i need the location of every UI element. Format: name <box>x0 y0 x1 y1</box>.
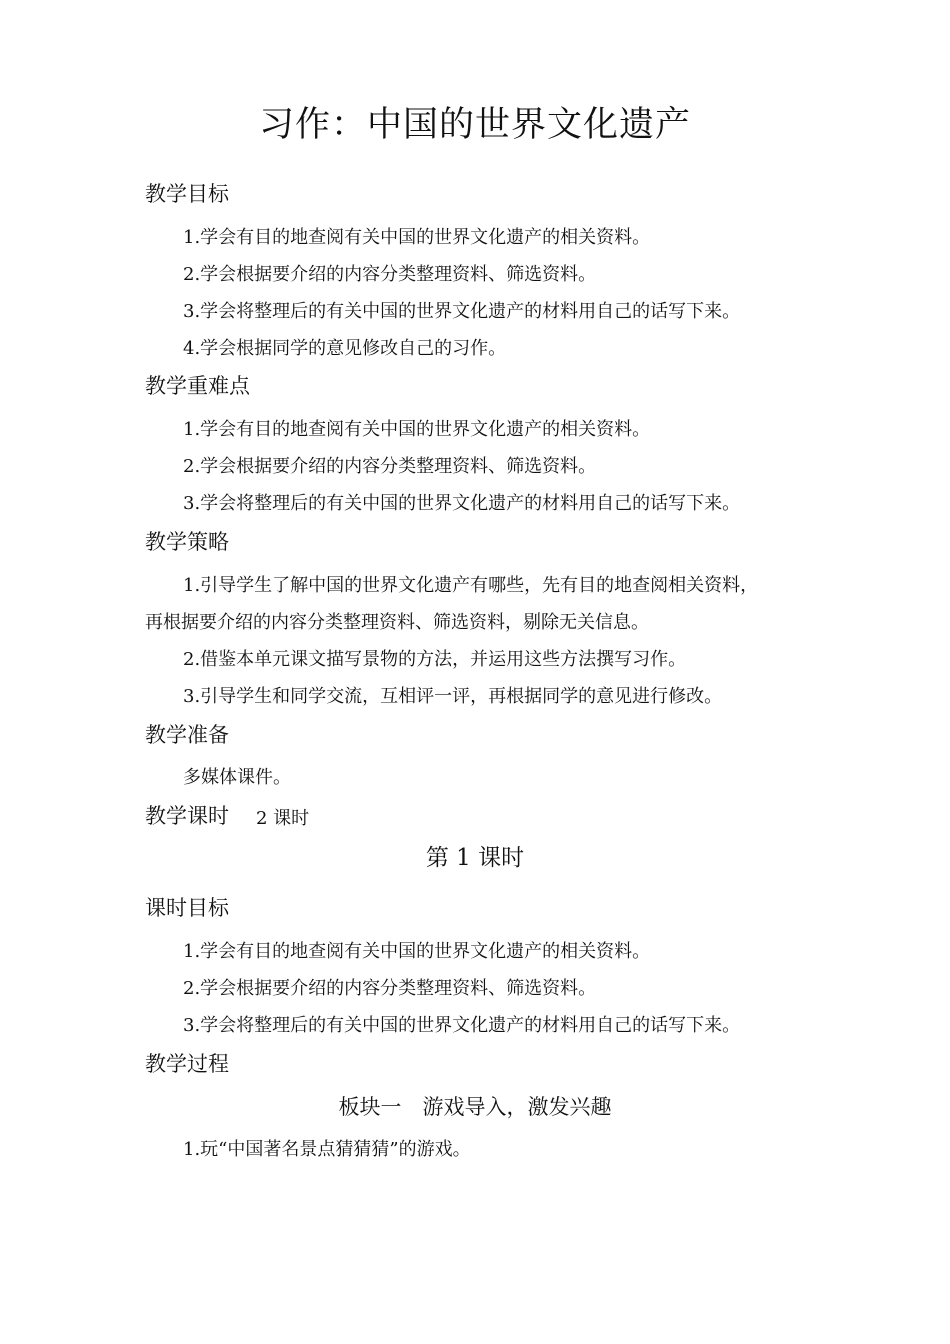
lesson-goal-item: 3.学会将整理后的有关中国的世界文化遗产的材料用自己的话写下来。 <box>183 1015 741 1036</box>
strategy-item: 2.借鉴本单元课文描写景物的方法，并运用这些方法撰写习作。 <box>183 649 687 670</box>
teaching-goal-item: 4.学会根据同学的意见修改自己的习作。 <box>183 338 507 359</box>
class-hours-value: 2 课时 <box>256 808 310 829</box>
preparation-text: 多媒体课件。 <box>183 767 291 788</box>
class-hours-heading: 教学课时 <box>145 804 229 828</box>
process-step: 1.玩“中国著名景点猜猜猜”的游戏。 <box>183 1139 471 1160</box>
block-title: 板块一 游戏导入，激发兴趣 <box>338 1095 612 1119</box>
strategy-item-line: 再根据要介绍的内容分类整理资料、筛选资料，剔除无关信息。 <box>145 612 649 633</box>
teaching-goal-item: 3.学会将整理后的有关中国的世界文化遗产的材料用自己的话写下来。 <box>183 301 741 322</box>
key-point-item: 1.学会有目的地查阅有关中国的世界文化遗产的相关资料。 <box>183 419 651 440</box>
teaching-goal-item: 1.学会有目的地查阅有关中国的世界文化遗产的相关资料。 <box>183 227 651 248</box>
preparation-heading: 教学准备 <box>145 723 229 747</box>
key-point-item: 3.学会将整理后的有关中国的世界文化遗产的材料用自己的话写下来。 <box>183 493 741 514</box>
key-point-item: 2.学会根据要介绍的内容分类整理资料、筛选资料。 <box>183 456 597 477</box>
teaching-goals-heading: 教学目标 <box>145 182 229 206</box>
strategy-item: 3.引导学生和同学交流，互相评一评，再根据同学的意见进行修改。 <box>183 686 723 707</box>
lesson-goal-item: 2.学会根据要介绍的内容分类整理资料、筛选资料。 <box>183 978 597 999</box>
lesson-goals-heading: 课时目标 <box>145 896 229 920</box>
process-heading: 教学过程 <box>145 1052 229 1076</box>
key-points-heading: 教学重难点 <box>145 374 250 398</box>
document-title: 习作：中国的世界文化遗产 <box>258 105 691 145</box>
lesson-goal-item: 1.学会有目的地查阅有关中国的世界文化遗产的相关资料。 <box>183 941 651 962</box>
strategy-heading: 教学策略 <box>145 530 229 554</box>
strategy-item-line: 1.引导学生了解中国的世界文化遗产有哪些，先有目的地查阅相关资料， <box>183 575 759 596</box>
lesson-title: 第 1 课时 <box>425 845 525 871</box>
teaching-goal-item: 2.学会根据要介绍的内容分类整理资料、筛选资料。 <box>183 264 597 285</box>
